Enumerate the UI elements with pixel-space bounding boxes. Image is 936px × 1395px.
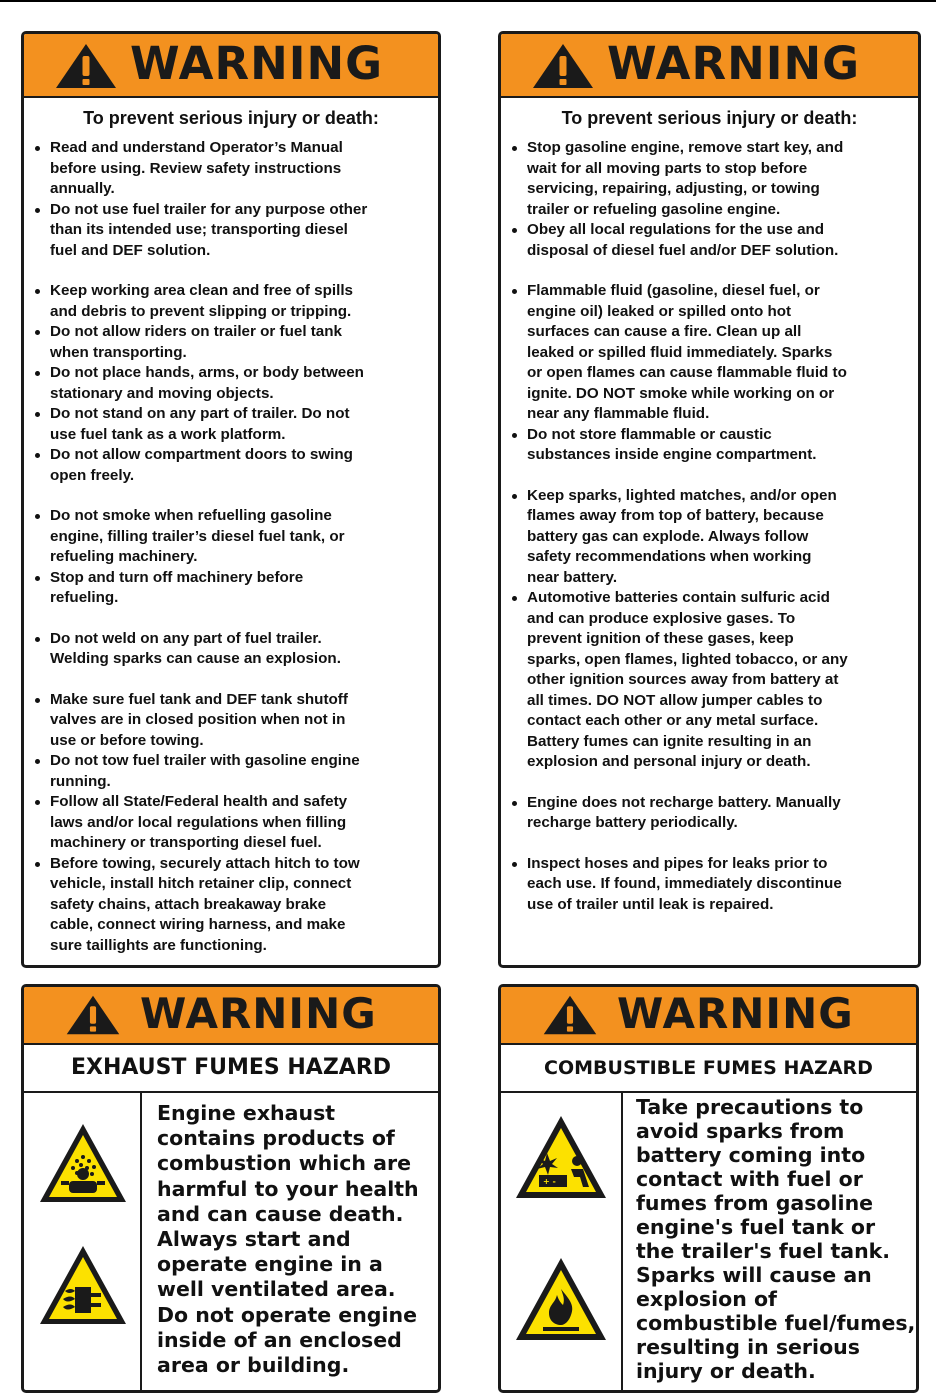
warning-triangle-icon	[541, 994, 599, 1036]
instruction-line: refueling machinery.	[50, 548, 198, 565]
instruction-line: contact each other or any metal surface.	[527, 712, 819, 729]
instruction-line: Automotive batteries contain sulfuric acid	[527, 589, 830, 606]
hazard-text-line: fumes from gasoline	[636, 1191, 874, 1215]
instruction-item	[30, 854, 440, 957]
instruction-line: when transporting.	[50, 343, 187, 361]
hazard-text-line: area or building.	[157, 1353, 350, 1378]
instruction-item	[30, 322, 440, 363]
instruction-line: Do not allow compartment doors to swing	[50, 446, 353, 463]
hazard-text-line: resulting in serious	[636, 1335, 860, 1359]
instruction-line: Do not place hands, arms, or body between	[50, 364, 364, 381]
instruction-item	[507, 793, 921, 834]
hazard-text-line: and can cause death.	[157, 1201, 404, 1226]
warning-triangle-icon	[531, 42, 595, 90]
instruction-line: Do not smoke when refuelling gasoline	[50, 507, 332, 524]
fumes-hazard-icon	[37, 1243, 129, 1327]
instruction-item	[30, 363, 440, 404]
instruction-line: Make sure fuel tank and DEF tank shutoff	[50, 690, 348, 708]
warning-panel-general	[21, 31, 441, 968]
instruction-line: all times. DO NOT allow jumper cables to	[527, 691, 823, 709]
warning-panel-exhaust	[21, 984, 441, 1393]
instruction-line: Stop and turn off machinery before	[50, 568, 304, 586]
instruction-line: Follow all State/Federal health and safety	[50, 793, 348, 810]
hazard-text-line: the trailer's fuel tank.	[636, 1239, 891, 1263]
hazard-text-line: Always start and	[157, 1227, 351, 1252]
instruction-item	[30, 568, 440, 609]
instruction-line: stationary and moving objects.	[50, 384, 274, 402]
hazard-text-line: injury or death.	[636, 1359, 816, 1383]
hazard-text-line: Engine exhaust	[157, 1101, 336, 1125]
instruction-line: than its intended use; transporting diesel	[50, 221, 348, 238]
hazard-text-line: Take precautions to	[636, 1095, 864, 1119]
warning-header	[501, 34, 918, 98]
instruction-line: Stop gasoline engine, remove start key, and	[527, 139, 844, 156]
hazard-text-line: avoid sparks from	[636, 1119, 845, 1143]
instruction-line: Do not allow riders on trailer or fuel tank	[50, 323, 342, 340]
instruction-item	[507, 425, 921, 466]
instruction-line: valves are in closed position when not in	[50, 711, 346, 728]
instruction-line: annually.	[50, 180, 115, 197]
warning-triangle-icon	[64, 994, 122, 1036]
hazard-text-line: Sparks will cause an	[636, 1263, 872, 1287]
hazard-text-line: explosion of	[636, 1287, 777, 1311]
instruction-line: laws and/or local regulations when filling	[50, 813, 347, 831]
hazard-text-line: well ventilated area.	[157, 1277, 396, 1302]
instruction-line: machinery or transporting diesel fuel.	[50, 834, 322, 851]
instruction-line: trailer or refueling gasoline engine.	[527, 200, 781, 218]
instruction-line: running.	[50, 772, 111, 790]
instruction-line: engine oil) leaked or spilled onto hot	[527, 302, 792, 320]
instruction-line: sparks, open flames, lighted tobacco, or any	[527, 650, 848, 668]
warning-header	[501, 987, 916, 1045]
instruction-list	[507, 138, 921, 915]
instruction-item	[30, 506, 440, 568]
instruction-line: open freely.	[50, 466, 135, 484]
hazard-text-line: harmful to your health	[157, 1176, 419, 1201]
instruction-line: near battery.	[527, 568, 618, 586]
instruction-line: surfaces can cause a fire. Clean up all	[527, 323, 802, 340]
instruction-item	[507, 220, 921, 261]
warning-heading: WARNING	[130, 37, 384, 90]
instruction-line: prevent ignition of these gases, keep	[527, 630, 794, 647]
instruction-line: Keep working area clean and free of spills	[50, 282, 354, 299]
instruction-line: vehicle, install hitch retainer clip, connect	[50, 875, 352, 892]
instruction-line: use or before towing.	[50, 731, 204, 749]
instruction-line: wait for all moving parts to stop before	[527, 159, 808, 177]
instruction-line: recharge battery periodically.	[527, 814, 738, 831]
hazard-title: COMBUSTIBLE FUMES HAZARD	[501, 1045, 916, 1093]
instruction-line: Do not use fuel trailer for any purpose other	[50, 200, 368, 218]
instruction-item	[507, 854, 921, 916]
svg-text:+ -: + -	[543, 1177, 556, 1186]
instruction-line: and debris to prevent slipping or tripping.	[50, 302, 352, 320]
instruction-line: Before towing, securely attach hitch to tow	[50, 854, 360, 872]
instruction-item	[507, 138, 921, 220]
hazard-text-line: inside of an enclosed	[157, 1327, 402, 1352]
warning-header	[24, 34, 438, 98]
instruction-line: and can produce explosive gases. To	[527, 609, 796, 627]
warning-header	[24, 987, 438, 1045]
instruction-line: explosion and personal injury or death.	[527, 753, 811, 770]
instruction-line: fuel and DEF solution.	[50, 241, 211, 259]
warning-heading: WARNING	[617, 989, 854, 1038]
instruction-line: ignite. DO NOT smoke while working on or	[527, 384, 835, 402]
instruction-line: or open flames can cause flammable fluid to	[527, 364, 847, 381]
hazard-description	[636, 1095, 915, 1383]
instruction-line: Keep sparks, lighted matches, and/or open	[527, 486, 837, 504]
warning-panel-combustible	[498, 984, 919, 1393]
instruction-line: refueling.	[50, 589, 119, 606]
instruction-line: safety recommendations when working	[527, 548, 812, 565]
instruction-line: before using. Review safety instructions	[50, 159, 342, 177]
instruction-line: Battery fumes can ignite resulting in an	[527, 732, 812, 750]
instruction-line: substances inside engine compartment.	[527, 446, 817, 463]
warning-heading: WARNING	[140, 989, 377, 1038]
instruction-line: disposal of diesel fuel and/or DEF solution.	[527, 241, 839, 259]
instruction-line: Do not tow fuel trailer with gasoline engine	[50, 752, 360, 769]
hazard-text-line: operate engine in a	[157, 1252, 383, 1277]
instruction-line: Engine does not recharge battery. Manually	[527, 793, 841, 811]
top-rule	[0, 0, 936, 2]
instruction-line: leaked or spilled fluid immediately. Sparks	[527, 343, 833, 361]
instruction-line: Obey all local regulations for the use and	[527, 221, 825, 238]
instruction-line: use of trailer until leak is repaired.	[527, 895, 774, 913]
instruction-item	[30, 200, 440, 262]
instruction-line: Welding sparks can cause an explosion.	[50, 650, 341, 667]
hazard-text-line: combustion which are	[157, 1151, 411, 1176]
instruction-line: other ignition sources away from battery at	[527, 671, 839, 688]
instruction-item	[30, 281, 440, 322]
hazard-text-line: Do not operate engine	[157, 1302, 417, 1327]
hazard-text-line: contact with fuel or	[636, 1167, 863, 1191]
instruction-line: near any flammable fluid.	[527, 405, 710, 422]
instruction-line: use fuel tank as a work platform.	[50, 425, 286, 443]
warning-panel-service	[498, 31, 921, 968]
flammable-icon	[513, 1255, 609, 1343]
instruction-line: flames away from top of battery, because	[527, 507, 824, 524]
instruction-line: Inspect hoses and pipes for leaks prior to	[527, 854, 828, 872]
instruction-list	[30, 138, 440, 956]
hazard-icon-column	[501, 1093, 623, 1393]
hazard-text-line: contains products of	[157, 1126, 395, 1151]
instruction-item	[507, 281, 921, 425]
instruction-line: Do not store flammable or caustic	[527, 425, 772, 443]
instruction-item	[30, 751, 440, 792]
instruction-item	[507, 486, 921, 589]
hazard-description	[157, 1101, 419, 1378]
instruction-line: Read and understand Operator’s Manual	[50, 139, 343, 156]
instruction-item	[30, 445, 440, 486]
hazard-text-line: combustible fuel/fumes,	[636, 1311, 916, 1335]
instruction-line: battery gas can explode. Always follow	[527, 527, 809, 545]
instruction-item	[30, 690, 440, 752]
hazard-text-line: engine's fuel tank or	[636, 1215, 876, 1239]
instruction-line: safety chains, attach breakaway brake	[50, 895, 327, 913]
panel-subtitle: To prevent serious injury or death:	[83, 108, 379, 128]
instruction-item	[507, 588, 921, 773]
panel-subtitle: To prevent serious injury or death:	[561, 108, 858, 128]
warning-triangle-icon	[54, 42, 118, 90]
toxic-fumes-icon	[37, 1121, 129, 1205]
instruction-line: Do not stand on any part of trailer. Do not	[50, 405, 350, 422]
hazard-icon-column	[24, 1093, 142, 1393]
instruction-line: engine, filling trailer’s diesel fuel tank, or	[50, 527, 345, 545]
battery-explosion-icon	[513, 1113, 609, 1201]
instruction-line: servicing, repairing, adjusting, or towing	[527, 180, 820, 197]
warning-heading: WARNING	[607, 37, 861, 90]
instruction-line: each use. If found, immediately discontinue	[527, 875, 842, 892]
instruction-item	[30, 629, 440, 670]
instruction-item	[30, 404, 440, 445]
hazard-title: EXHAUST FUMES HAZARD	[24, 1045, 438, 1093]
instruction-item	[30, 138, 440, 200]
instruction-line: Do not weld on any part of fuel trailer.	[50, 629, 322, 647]
instruction-line: cable, connect wiring harness, and make	[50, 916, 346, 933]
instruction-item	[30, 792, 440, 854]
instruction-line: Flammable fluid (gasoline, diesel fuel, or	[527, 282, 820, 299]
hazard-text-line: battery coming into	[636, 1143, 866, 1167]
instruction-line: sure taillights are functioning.	[50, 936, 267, 954]
